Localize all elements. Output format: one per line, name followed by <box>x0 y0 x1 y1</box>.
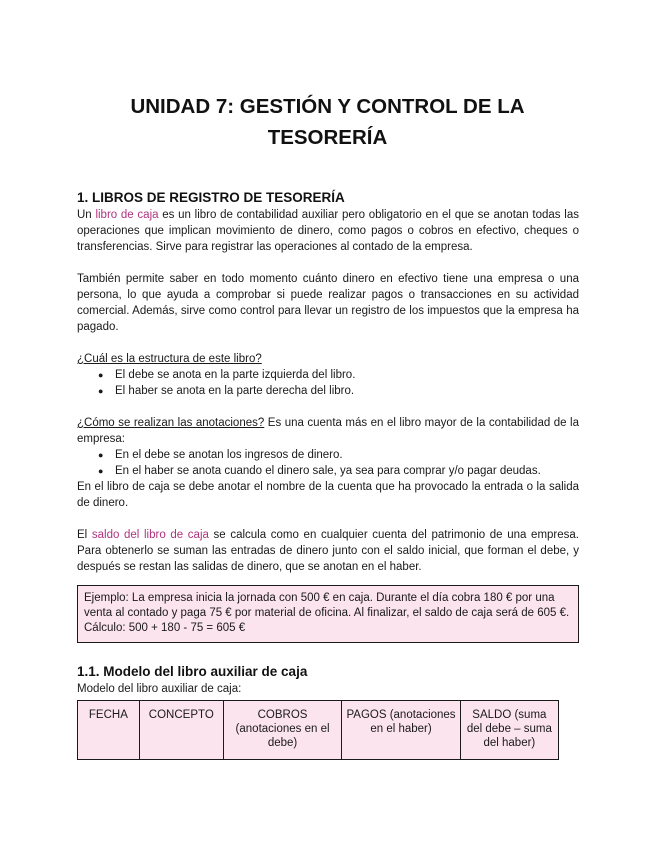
p1-before: Un <box>77 209 96 221</box>
title-line-1: UNIDAD 7: GESTIÓN Y CONTROL DE LA <box>130 95 525 118</box>
main-content <box>77 189 579 760</box>
paragraph-saldo <box>77 527 579 575</box>
list-item: ● En el haber se anota cuando el dinero sale, ya sea para comprar y/o pagar deudas. <box>115 463 579 479</box>
question-anotaciones-text: ¿Cómo se realizan las anotaciones? <box>77 417 265 429</box>
question-anotaciones <box>77 415 579 447</box>
question-anotaciones-rest: Es una cuenta más en el libro mayor de la contabilidad de la empresa: <box>77 417 579 445</box>
title-line-2: TESORERÍA <box>267 126 388 149</box>
header-concepto: CONCEPTO <box>139 701 223 760</box>
header-cobros: COBROS (anotaciones en el debe) <box>223 701 341 760</box>
libro-caja-table <box>77 700 559 760</box>
saldo-libro-caja-term: saldo del libro de caja <box>91 529 209 541</box>
list-item: ● El debe se anota en la parte izquierda del libro. <box>115 367 579 383</box>
header-pagos: PAGOS (anotaciones en el haber) <box>342 701 460 760</box>
header-saldo: SALDO (suma del debe – suma del haber) <box>460 701 558 760</box>
example-text: Ejemplo: La empresa inicia la jornada con 500 € en caja. Durante el día cobra 180 € por una venta al contado y paga 75 € por material de oficina. Al finalizar, el saldo de caja será de 605 €. <box>84 592 570 619</box>
paragraph-libro-caja <box>77 207 579 255</box>
list-estructura <box>77 367 579 399</box>
section-1-1 <box>77 663 579 760</box>
table-caption: Modelo del libro auxiliar de caja: <box>77 683 242 695</box>
section-1-heading: 1. LIBROS DE REGISTRO DE TESORERÍA <box>77 190 345 205</box>
list-anotaciones <box>77 447 579 479</box>
question-estructura <box>77 351 579 367</box>
section-1-1-heading: 1.1. Modelo del libro auxiliar de caja <box>77 664 308 679</box>
p4-before: El <box>77 529 92 541</box>
p4-after: se calcula como en cualquier cuenta del patrimonio de una empresa. Para obtenerlo se suman las entradas de dinero junto con el saldo inicial, que forman el debe, y después se restan las salidas de dinero, que se anotan en el haber. <box>77 529 579 573</box>
question-estructura-text: ¿Cuál es la estructura de este libro? <box>77 353 262 365</box>
table-header-row <box>78 701 559 760</box>
p1-after: es un libro de contabilidad auxiliar pero obligatorio en el que se anotan todas las operaciones que implican movimiento de dinero, como pagos o cobros en efectivo, cheques o transferencias. Sirve para registrar las operaciones al contado de la empresa. <box>77 209 579 253</box>
libro-de-caja-term: libro de caja <box>95 209 159 221</box>
list-item: ● El haber se anota en la parte derecha del libro. <box>115 383 579 399</box>
list-item: ● En el debe se anotan los ingresos de dinero. <box>115 447 579 463</box>
paragraph-tambien: También permite saber en todo momento cuánto dinero en efectivo tiene una empresa o una persona, lo que ayuda a comprobar si puede realizar pagos o transacciones en su actividad comercial. Además, sirve como control para llevar un registro de los impuestos que la empresa ha pagado. <box>77 273 579 333</box>
example-box <box>77 585 579 643</box>
example-calc: Cálculo: 500 + 180 - 75 = 605 € <box>84 622 246 634</box>
paragraph-nombre-cuenta: En el libro de caja se debe anotar el nombre de la cuenta que ha provocado la entrada o la salida de dinero. <box>77 481 579 509</box>
header-fecha: FECHA <box>78 701 140 760</box>
page-title <box>40 91 615 153</box>
